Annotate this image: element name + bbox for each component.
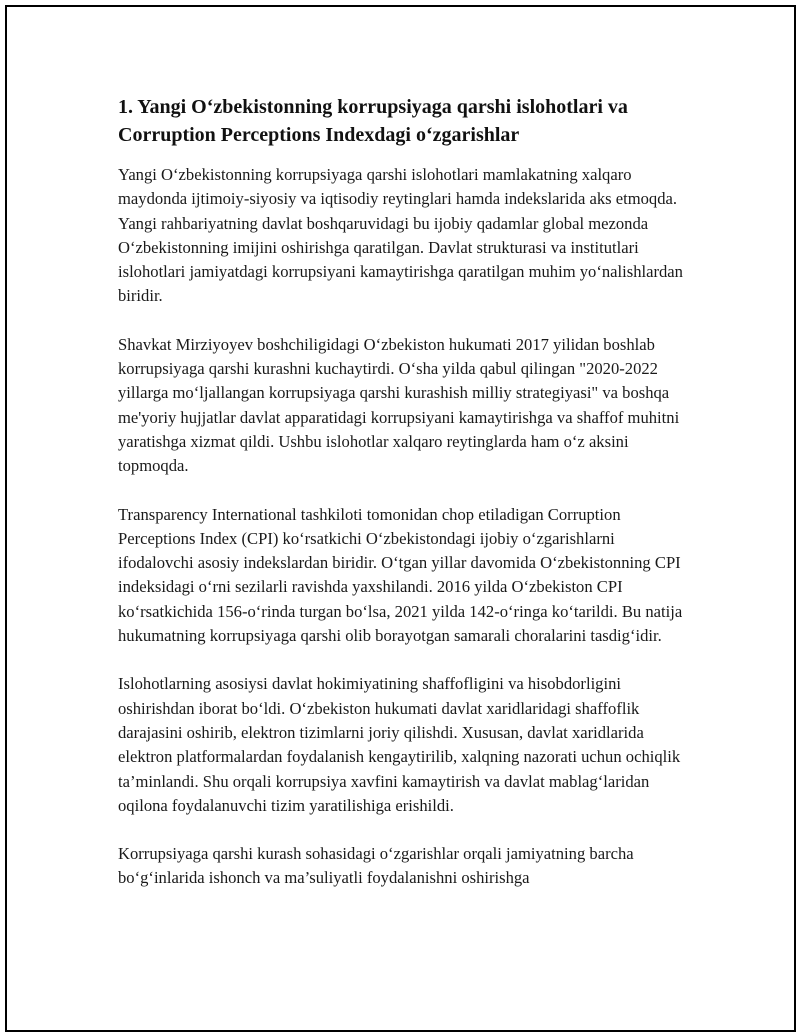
- document-body: [118, 93, 688, 915]
- paragraph-5: Korrupsiyaga qarshi kurash sohasidagi oʻzgarishlar orqali jamiyatning barcha boʻgʻinlarida ishonch va ma’suliyatli foydalanishni oshirishga: [118, 844, 634, 888]
- paragraph-3: Transparency International tashkiloti tomonidan chop etiladigan Corruption Perceptions Index (CPI) koʻrsatkichi Oʻzbekistondagi ijobiy oʻzgarishlarni ifodalovchi asosiy indekslardan biridir. Oʻtgan yillar davomida Oʻzbekistonning CPI indeksidagi oʻrni sezilarli ravishda yaxshilandi. 2016 yilda Oʻzbekiston CPI koʻrsatkichida 156-oʻrinda turgan boʻlsa, 2021 yilda 142-oʻringa koʻtarildi. Bu natija hukumatning korrupsiyaga qarshi olib borayotgan samarali choralarini tasdigʻidir.: [118, 504, 683, 646]
- section-heading: 1. Yangi Oʻzbekistonning korrupsiyaga qarshi islohotlari va Corruption Perceptions Indexdagi oʻzgarishlar: [118, 96, 628, 146]
- paragraph-1: Yangi Oʻzbekistonning korrupsiyaga qarshi islohotlari mamlakatning xalqaro maydonda ijtimoiy-siyosiy va iqtisodiy reytinglari hamda indekslarida aks etmoqda. Yangi rahbariyatning davlat boshqaruvidagi bu ijobiy qadamlar global mezonda Oʻzbekistonning imijini oshirishga qaratilgan. Davlat strukturasi va institutlari islohotlari jamiyatdagi korrupsiyani kamaytirishga qaratilgan muhim yoʻnalishlardan biridir.: [118, 165, 683, 306]
- paragraph-4: Islohotlarning asosiysi davlat hokimiyatining shaffofligini va hisobdorligini oshirishdan iborat boʻldi. Oʻzbekiston hukumati davlat xaridlaridagi shaffoflik darajasini oshirib, elektron tizimlarni joriy qilishdi. Xususan, davlat xaridlarida elektron platformalardan foydalanish kengaytirilib, xalqning nazorati uchun ochiqlik ta’minlandi. Shu orqali korrupsiya xavfini kamaytirish va davlat mablagʻlaridan oqilona foydalanuvchi tizim yaratilishiga erishildi.: [118, 674, 681, 815]
- paragraph-2: Shavkat Mirziyoyev boshchiligidagi Oʻzbekiston hukumati 2017 yilidan boshlab korrupsiyaga qarshi kurashni kuchaytirdi. Oʻsha yilda qabul qilingan "2020-2022 yillarga moʻljallangan korrupsiyaga qarshi kurashish milliy strategiyasi" va boshqa me'yoriy hujjatlar davlat apparatidagi korrupsiyani kamaytirishga va shaffof muhitni yaratishga xizmat qildi. Ushbu islohotlar xalqaro reytinglarda ham oʻz aksini topmoqda.: [118, 334, 680, 476]
